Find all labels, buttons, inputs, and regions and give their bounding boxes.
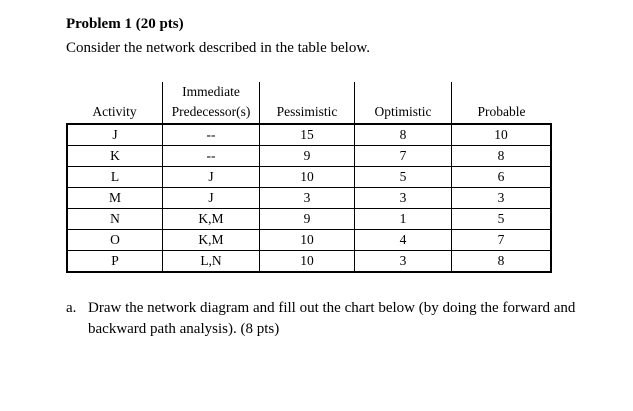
cell-predecessor: L,N <box>163 251 260 273</box>
table-row <box>67 146 551 167</box>
table-row <box>67 209 551 230</box>
cell-optimistic: 7 <box>355 146 452 167</box>
cell-predecessor: -- <box>163 146 260 167</box>
table-row <box>67 167 551 188</box>
cell-pessimistic: 9 <box>260 209 355 230</box>
cell-probable: 6 <box>452 167 552 188</box>
cell-predecessor: K,M <box>163 230 260 251</box>
question-a-label: a. <box>66 300 77 316</box>
cell-pessimistic: 3 <box>260 188 355 209</box>
activity-table <box>66 82 552 273</box>
header-optimistic: Optimistic <box>355 82 452 124</box>
question-a-text: Draw the network diagram and fill out the chart below (by doing the forward and backward path analysis). (8 pts) <box>88 300 576 337</box>
header-probable: Probable <box>452 82 552 124</box>
cell-probable: 5 <box>452 209 552 230</box>
table-row <box>67 188 551 209</box>
table-header-row <box>67 82 551 124</box>
cell-predecessor: -- <box>163 124 260 146</box>
cell-pessimistic: 9 <box>260 146 355 167</box>
problem-title: Problem 1 (20 pts) <box>66 16 184 32</box>
cell-pessimistic: 10 <box>260 167 355 188</box>
cell-optimistic: 1 <box>355 209 452 230</box>
cell-pessimistic: 10 <box>260 251 355 273</box>
cell-probable: 8 <box>452 251 552 273</box>
cell-activity: P <box>67 251 163 273</box>
table-row <box>67 230 551 251</box>
cell-predecessor: J <box>163 188 260 209</box>
header-predecessor <box>163 82 260 124</box>
cell-activity: N <box>67 209 163 230</box>
cell-optimistic: 4 <box>355 230 452 251</box>
cell-probable: 7 <box>452 230 552 251</box>
header-pessimistic: Pessimistic <box>260 82 355 124</box>
cell-optimistic: 8 <box>355 124 452 146</box>
question-a <box>66 298 616 340</box>
cell-activity: O <box>67 230 163 251</box>
cell-activity: K <box>67 146 163 167</box>
cell-probable: 8 <box>452 146 552 167</box>
cell-probable: 3 <box>452 188 552 209</box>
cell-pessimistic: 15 <box>260 124 355 146</box>
cell-activity: L <box>67 167 163 188</box>
problem-intro: Consider the network described in the table below. <box>66 40 370 56</box>
cell-predecessor: J <box>163 167 260 188</box>
cell-optimistic: 3 <box>355 188 452 209</box>
cell-optimistic: 3 <box>355 251 452 273</box>
cell-probable: 10 <box>452 124 552 146</box>
table-row <box>67 124 551 146</box>
cell-activity: J <box>67 124 163 146</box>
header-predecessor-line1: Immediate <box>182 84 240 99</box>
cell-activity: M <box>67 188 163 209</box>
cell-predecessor: K,M <box>163 209 260 230</box>
table-row <box>67 251 551 273</box>
cell-optimistic: 5 <box>355 167 452 188</box>
cell-pessimistic: 10 <box>260 230 355 251</box>
header-activity: Activity <box>67 82 163 124</box>
header-predecessor-line2: Predecessor(s) <box>171 104 251 119</box>
